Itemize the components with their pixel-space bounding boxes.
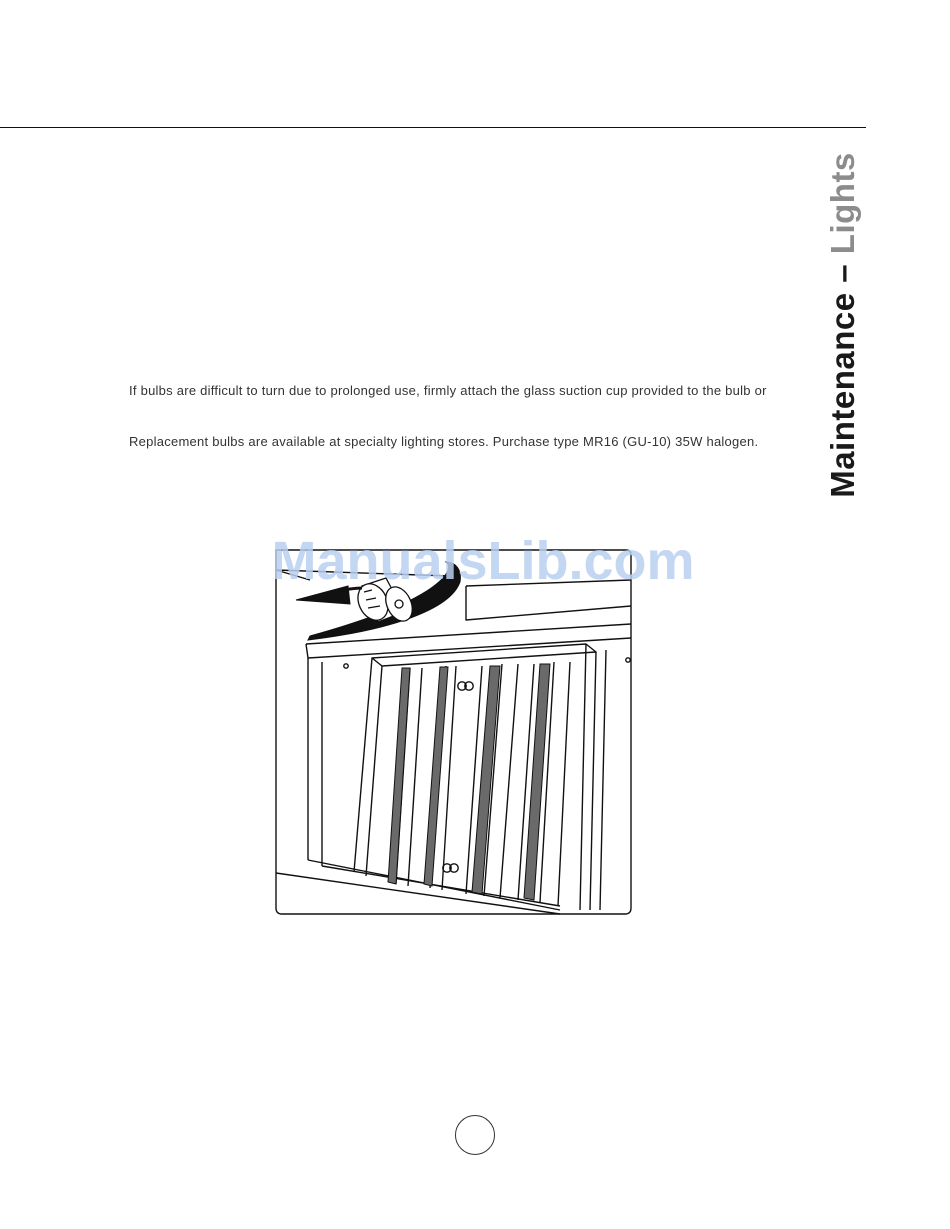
filter-gap [524,664,550,900]
filter-gap [472,666,500,894]
paragraph-stuck-bulbs: If bulbs are difficult to turn due to prolonged use, firmly attach the glass suction cup provided to the bulb or [129,383,767,398]
filter-gap [388,668,410,884]
header-rule [0,127,866,128]
page-number-circle [455,1115,495,1155]
section-title-main: Maintenance [824,292,861,498]
bottom-rail [276,873,560,914]
section-title-sub: Lights [824,152,861,255]
section-title-separator: – [824,263,861,283]
watermark: ManualsLib.com [271,531,695,591]
illustration-svg [270,540,640,920]
filter-edge [590,652,596,910]
figure-frame [276,550,631,914]
bottom-rail [322,866,560,906]
section-title [824,152,862,498]
paragraph-replacement-bulbs: Replacement bulbs are available at specialty lighting stores. Purchase type MR16 (GU-10) 35W halogen. [129,434,759,449]
filter-edge [600,650,606,910]
filter-edge [580,644,586,910]
bulb-removal-illustration [270,540,640,920]
